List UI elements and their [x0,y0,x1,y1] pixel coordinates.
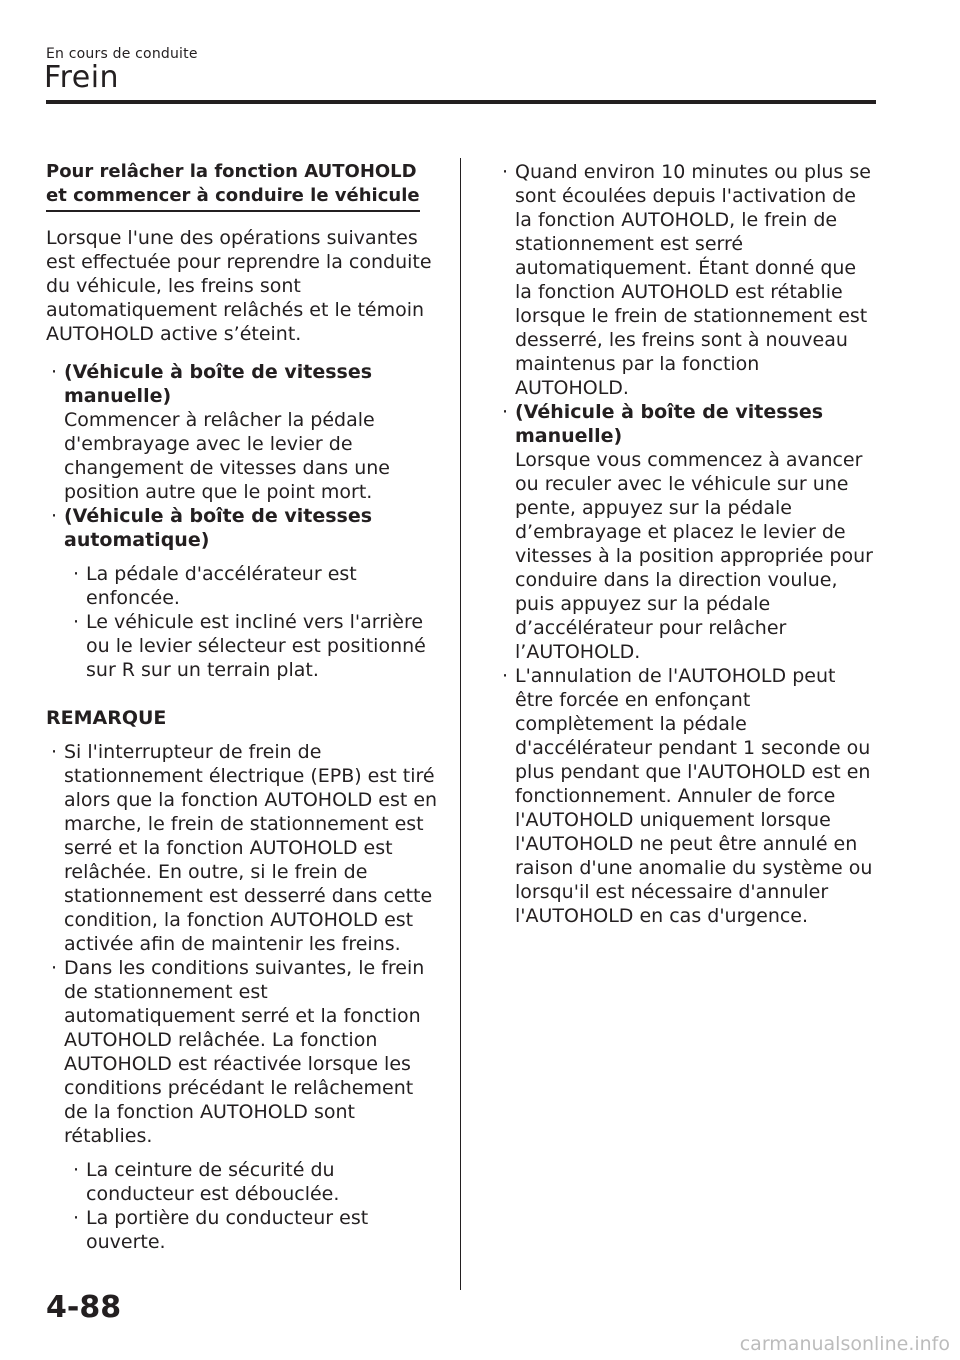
list-item: · Si l'interrupteur de frein de stationnement électrique (EPB) est tiré alors que la fonction AUTOHOLD est en marche, le frein de stationnement est serré et la fonction AUTOHOLD est relâchée. En outre, si le frein de stationnement est desserré dans cette condition, la fonction AUTOHOLD est activée afin de maintenir les freins. [46,740,438,956]
list-item: · La ceinture de sécurité du conducteur est débouclée. [64,1158,438,1206]
list-item: · Quand environ 10 minutes ou plus se sont écoulées depuis l'activation de la fonction AUTOHOLD, le frein de stationnement est serré automatiquement. Étant donné que la fonction AUTOHOLD est rétablie lorsque le frein de stationnement est desserré, les freins sont à nouveau maintenus par la fonction AUTOHOLD. [497,160,877,400]
note-title: REMARQUE [46,707,167,729]
list-item: · Le véhicule est incliné vers l'arrière ou le levier sélecteur est positionné sur R sur un terrain plat. [64,610,438,682]
right-column [497,160,877,928]
list-item: · La pédale d'accélérateur est enfoncée. [64,562,438,610]
heading-line-2: et commencer à conduire le véhicule [46,185,420,206]
note-manual-text: Lorsque vous commencez à avancer ou reculer avec le véhicule sur une pente, appuyez sur la pédale d’embrayage et placez le levier de vitesses à la position appropriée pour conduire dans la direction voulue, puis appuyez sur la pédale d’accélérateur pour relâcher l’AUTOHOLD. [515,449,873,663]
list-item [46,504,438,682]
automatic-label: · (Véhicule à boîte de vitesses automatique) [64,505,373,551]
list-item [497,400,877,664]
intro-paragraph: Lorsque l'une des opérations suivantes est effectuée pour reprendre la conduite du véhicule, les freins sont automatiquement relâchés et le témoin AUTOHOLD active s’éteint. [46,227,432,345]
manual-label: · (Véhicule à boîte de vitesses manuelle) [64,361,373,407]
left-column [46,160,438,1254]
list-item: · La portière du conducteur est ouverte. [64,1206,438,1254]
list-item [46,956,438,1254]
section-heading [46,160,420,212]
header-rule [46,100,876,104]
section-label: En cours de conduite [46,46,198,62]
note-list-continued [497,160,877,928]
column-divider [460,158,461,1290]
heading-line-1: Pour relâcher la fonction AUTOHOLD [46,161,417,182]
list-item [46,360,438,504]
list-item: · L'annulation de l'AUTOHOLD peut être forcée en enfonçant complètement la pédale d'accélérateur pendant 1 seconde ou plus pendant que l'AUTOHOLD est en fonctionnement. Annuler de force l'AUTOHOLD uniquement lorsque l'AUTOHOLD ne peut être annulé en raison d'une anomalie du système ou lorsqu'il est nécessaire d'annuler l'AUTOHOLD en cas d'urgence. [497,664,877,928]
conditions-text: Dans les conditions suivantes, le frein de stationnement est automatiquement serré et la fonction AUTOHOLD relâchée. La fonction AUTOHOLD est réactivée lorsque les conditions précédant le relâchement de la fonction AUTOHOLD sont rétablies. [64,957,425,1147]
note-list [46,740,438,1254]
conditions-sublist [64,1158,438,1254]
note-manual-label: · (Véhicule à boîte de vitesses manuelle) [515,401,824,447]
watermark: carmanualsonline.info [739,1333,950,1355]
operations-list [46,360,438,682]
page-number: 4-88 [46,1290,122,1325]
manual-text: Commencer à relâcher la pédale d'embrayage avec le levier de changement de vitesses dans une position autre que le point mort. [64,409,390,503]
page-title: Frein [44,60,120,95]
automatic-sublist [64,562,438,682]
